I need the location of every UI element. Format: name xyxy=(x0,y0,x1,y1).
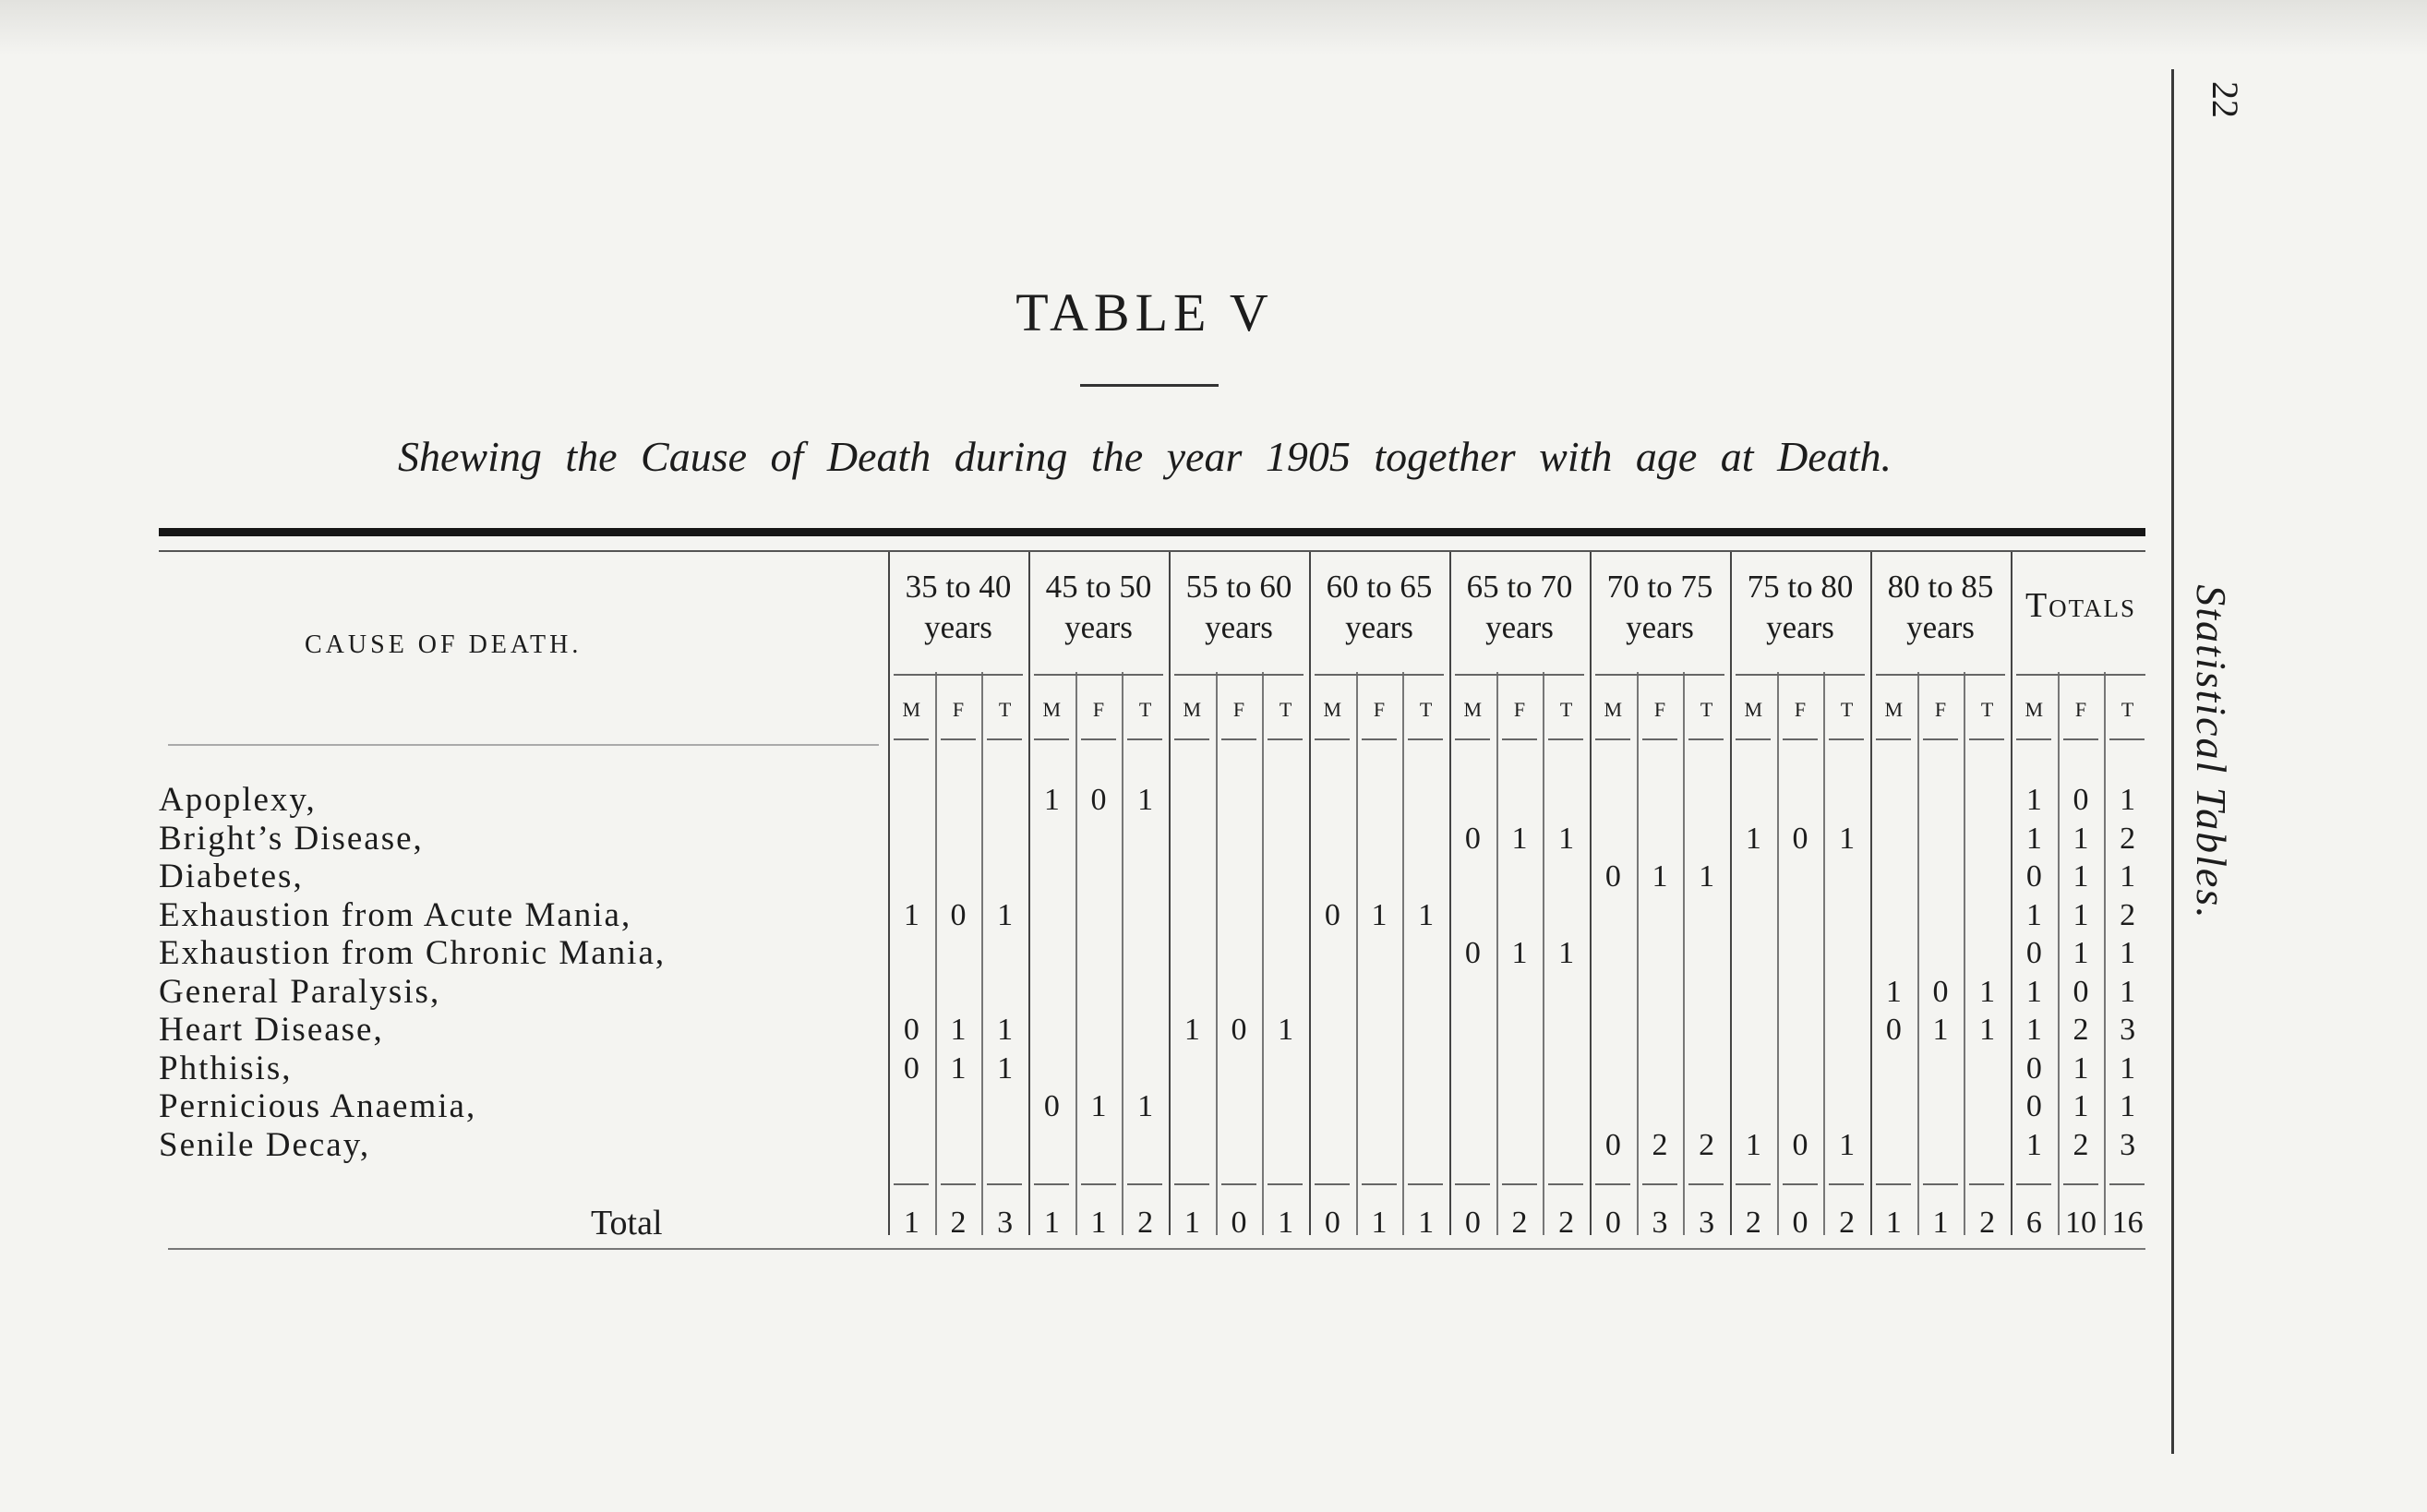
table-cell: 0 xyxy=(2025,859,2042,894)
header-dash xyxy=(941,738,976,740)
age-unit-label: years xyxy=(924,609,992,645)
header-dash xyxy=(1595,738,1630,740)
sex-subcolumn-header: T xyxy=(1840,698,1854,721)
table-cell: 0 xyxy=(1604,859,1621,894)
header-dash xyxy=(1548,738,1583,740)
table-cell: 1 xyxy=(1932,1013,1949,1047)
sex-subcolumn-header: M xyxy=(902,698,921,721)
sex-subcolumn-header: M xyxy=(1323,698,1342,721)
total-dash xyxy=(1362,1183,1397,1185)
table-top-thin-rule xyxy=(159,550,2145,552)
table-cell: 1 xyxy=(903,897,919,932)
header-dash xyxy=(2109,738,2145,740)
subcolumn-divider xyxy=(935,672,937,1235)
table-cell: 1 xyxy=(1090,1089,1107,1123)
age-unit-label: years xyxy=(1766,609,1834,645)
table-cell: 1 xyxy=(1418,897,1435,932)
sex-subcolumn-header: F xyxy=(952,698,965,721)
age-range-label: 60 to 65 xyxy=(1326,569,1433,605)
total-dash xyxy=(1736,1183,1771,1185)
total-dash xyxy=(1268,1183,1303,1185)
subcolumn-divider xyxy=(1122,672,1123,1235)
header-dash xyxy=(1923,738,1958,740)
header-dash xyxy=(1127,738,1162,740)
cause-of-death: Pernicious Anaemia, xyxy=(159,1087,477,1125)
header-dash xyxy=(1736,738,1771,740)
table-cell: 2 xyxy=(2073,1013,2089,1047)
age-range-label: 55 to 60 xyxy=(1185,569,1292,605)
total-cell: 3 xyxy=(1652,1206,1668,1240)
total-cell: 3 xyxy=(997,1206,1014,1240)
age-range-label: 75 to 80 xyxy=(1747,569,1854,605)
total-cell: 0 xyxy=(1604,1206,1621,1240)
table-cell: 0 xyxy=(2073,783,2089,817)
sex-subcolumn-header: F xyxy=(1513,698,1526,721)
table-cell: 0 xyxy=(2025,1089,2042,1123)
total-cell: 1 xyxy=(1043,1206,1060,1240)
total-cell: 2 xyxy=(1979,1206,1996,1240)
age-group-header xyxy=(1730,567,1870,648)
age-group-header xyxy=(1590,567,1730,648)
group-underline xyxy=(1876,674,2005,676)
total-cell: 2 xyxy=(1511,1206,1528,1240)
sex-subcolumn-header: F xyxy=(1232,698,1245,721)
subcolumn-divider xyxy=(981,672,983,1235)
total-cell: 1 xyxy=(903,1206,919,1240)
sex-subcolumn-header: T xyxy=(1138,698,1152,721)
cause-of-death: Senile Decay, xyxy=(159,1125,371,1164)
table-cell: 1 xyxy=(2073,936,2089,970)
table-cell: 1 xyxy=(2025,897,2042,932)
table-cell: 1 xyxy=(1839,1127,1856,1162)
table-cell: 1 xyxy=(2073,821,2089,856)
table-cell: 1 xyxy=(2073,897,2089,932)
table-cell: 1 xyxy=(997,1050,1014,1086)
cause-of-death: Exhaustion from Chronic Mania, xyxy=(159,934,667,972)
table-cell: 1 xyxy=(1558,821,1575,856)
age-range-label: 70 to 75 xyxy=(1606,569,1713,605)
total-dash xyxy=(1174,1183,1209,1185)
table-cell: 1 xyxy=(1652,859,1668,894)
table-cell: 0 xyxy=(903,1013,919,1047)
cause-of-death: Heart Disease, xyxy=(159,1011,384,1049)
table-cell: 1 xyxy=(1043,783,1060,817)
total-dash xyxy=(1127,1183,1162,1185)
table-cell: 3 xyxy=(2120,1013,2136,1047)
table-cell: 1 xyxy=(1511,936,1528,970)
total-cell: 16 xyxy=(2111,1206,2144,1240)
page-number: 22 xyxy=(2205,81,2246,118)
header-dash xyxy=(1081,738,1116,740)
total-cell: 1 xyxy=(1885,1206,1902,1240)
age-unit-label: years xyxy=(1345,609,1413,645)
table-cell: 1 xyxy=(1278,1013,1294,1047)
total-cell: 1 xyxy=(1278,1206,1294,1240)
sex-subcolumn-header: T xyxy=(1559,698,1573,721)
table-cell: 0 xyxy=(1464,821,1481,856)
group-underline xyxy=(1315,674,1444,676)
table-cell: 0 xyxy=(2025,936,2042,970)
table-cell: 1 xyxy=(1839,821,1856,856)
total-cell: 2 xyxy=(1839,1206,1856,1240)
total-cell: 0 xyxy=(1231,1206,1247,1240)
age-range-label: 45 to 50 xyxy=(1045,569,1152,605)
total-dash xyxy=(1642,1183,1677,1185)
header-dash xyxy=(1362,738,1397,740)
sex-subcolumn-header: T xyxy=(1419,698,1433,721)
table-cell: 0 xyxy=(1932,974,1949,1009)
total-cell: 2 xyxy=(1558,1206,1575,1240)
table-cell: 1 xyxy=(950,1013,967,1047)
total-dash xyxy=(1455,1183,1490,1185)
table-cell: 1 xyxy=(2073,1089,2089,1123)
age-unit-label: years xyxy=(1626,609,1694,645)
sex-subcolumn-header: M xyxy=(1463,698,1483,721)
total-cell: 2 xyxy=(1745,1206,1761,1240)
total-dash xyxy=(1315,1183,1350,1185)
table-cell: 1 xyxy=(950,1050,967,1086)
table-cell: 1 xyxy=(2120,1050,2136,1086)
sex-subcolumn-header: M xyxy=(1884,698,1904,721)
total-cell: 2 xyxy=(1137,1206,1154,1240)
table-cell: 1 xyxy=(2073,859,2089,894)
header-dash xyxy=(1502,738,1537,740)
total-dash xyxy=(894,1183,929,1185)
group-underline xyxy=(1736,674,1865,676)
sex-subcolumn-header: F xyxy=(1934,698,1947,721)
age-unit-label: years xyxy=(1064,609,1133,645)
group-divider xyxy=(1028,552,1030,1235)
table-cell: 1 xyxy=(2025,783,2042,817)
table-cell: 1 xyxy=(1979,974,1996,1009)
total-dash xyxy=(1923,1183,1958,1185)
group-divider xyxy=(888,552,890,1235)
table-cell: 0 xyxy=(2073,974,2089,1009)
right-margin-rule xyxy=(2171,69,2174,1454)
table-cell: 1 xyxy=(1137,783,1154,817)
header-dash xyxy=(1408,738,1443,740)
total-cell: 1 xyxy=(1183,1206,1200,1240)
sex-subcolumn-header: F xyxy=(1092,698,1105,721)
table-cell: 0 xyxy=(1090,783,1107,817)
table-cell: 0 xyxy=(2025,1050,2042,1086)
group-divider xyxy=(1870,552,1872,1235)
sex-subcolumn-header: T xyxy=(1279,698,1292,721)
sex-subcolumn-header: T xyxy=(1980,698,1994,721)
table-cell: 0 xyxy=(1885,1013,1902,1047)
group-divider xyxy=(1449,552,1451,1235)
table-cell: 1 xyxy=(997,897,1014,932)
age-unit-label: years xyxy=(1906,609,1975,645)
cause-of-death: General Paralysis, xyxy=(159,972,441,1011)
total-dash xyxy=(2063,1183,2098,1185)
total-cell: 10 xyxy=(2065,1206,2097,1240)
table-bottom-rule xyxy=(168,1248,2145,1250)
table-cell: 1 xyxy=(1885,974,1902,1009)
sex-subcolumn-header: M xyxy=(1604,698,1623,721)
table-cell: 2 xyxy=(2073,1127,2089,1162)
table-cell: 0 xyxy=(1324,897,1340,932)
total-dash xyxy=(1829,1183,1864,1185)
page-edge-shadow xyxy=(0,0,2427,55)
table-cell: 1 xyxy=(1137,1089,1154,1123)
total-cell: 0 xyxy=(1792,1206,1808,1240)
sex-subcolumn-header: T xyxy=(998,698,1012,721)
sex-subcolumn-header: T xyxy=(1700,698,1713,721)
table-cell: 0 xyxy=(1043,1089,1060,1123)
total-dash xyxy=(1034,1183,1069,1185)
cause-of-death: Bright’s Disease, xyxy=(159,819,424,858)
group-underline xyxy=(1174,674,1304,676)
header-separator xyxy=(168,744,879,746)
table-cell: 1 xyxy=(2025,1127,2042,1162)
table-cell: 0 xyxy=(950,897,967,932)
total-dash xyxy=(987,1183,1022,1185)
table-cell: 0 xyxy=(1792,1127,1808,1162)
cause-of-death: Diabetes, xyxy=(159,858,304,895)
total-cell: 1 xyxy=(1371,1206,1388,1240)
group-underline xyxy=(2016,674,2145,676)
table-cell: 1 xyxy=(2120,783,2136,817)
cause-column-header: CAUSE OF DEATH. xyxy=(305,630,583,659)
table-title: TABLE V xyxy=(1015,282,1274,342)
table-cell: 0 xyxy=(1231,1013,1247,1047)
age-range-label: 80 to 85 xyxy=(1887,569,1994,605)
total-dash xyxy=(1408,1183,1443,1185)
table-cell: 1 xyxy=(2120,974,2136,1009)
sex-subcolumn-header: F xyxy=(2074,698,2087,721)
table-cell: 3 xyxy=(2120,1127,2136,1162)
header-dash xyxy=(1268,738,1303,740)
total-cell: 2 xyxy=(950,1206,967,1240)
group-divider xyxy=(1169,552,1171,1235)
table-cell: 1 xyxy=(1183,1013,1200,1047)
table-cell: 1 xyxy=(2073,1050,2089,1086)
group-underline xyxy=(894,674,1023,676)
total-cell: 0 xyxy=(1464,1206,1481,1240)
sex-subcolumn-header: F xyxy=(1373,698,1386,721)
total-dash xyxy=(1502,1183,1537,1185)
subcolumn-divider xyxy=(1262,672,1264,1235)
table-cell: 2 xyxy=(2120,897,2136,932)
age-group-header xyxy=(1028,567,1169,648)
total-dash xyxy=(1221,1183,1256,1185)
table-cell: 1 xyxy=(1745,821,1761,856)
table-cell: 1 xyxy=(2025,974,2042,1009)
header-dash xyxy=(1783,738,1818,740)
table-cell: 1 xyxy=(1511,821,1528,856)
table-cell: 1 xyxy=(2025,1013,2042,1047)
total-dash xyxy=(2109,1183,2145,1185)
header-dash xyxy=(2063,738,2098,740)
cause-of-death: Apoplexy, xyxy=(159,781,317,819)
sex-subcolumn-header: T xyxy=(2121,698,2134,721)
table-cell: 1 xyxy=(997,1013,1014,1047)
running-head: Statistical Tables. xyxy=(2188,584,2235,920)
table-cell: 2 xyxy=(2120,821,2136,856)
table-cell: 0 xyxy=(1604,1127,1621,1162)
table-top-rule xyxy=(159,528,2145,536)
table-cell: 1 xyxy=(1745,1127,1761,1162)
total-dash xyxy=(1081,1183,1116,1185)
total-cell: 0 xyxy=(1324,1206,1340,1240)
sex-subcolumn-header: M xyxy=(1183,698,1202,721)
table-cell: 1 xyxy=(2120,936,2136,970)
table-cell: 1 xyxy=(1699,859,1715,894)
table-subtitle: Shewing the Cause of Death during the year 1905 together with age at Death. xyxy=(397,433,1892,480)
header-dash xyxy=(987,738,1022,740)
group-divider xyxy=(1309,552,1311,1235)
age-group-header xyxy=(1870,567,2011,648)
total-dash xyxy=(941,1183,976,1185)
header-dash xyxy=(1315,738,1350,740)
table-cell: 1 xyxy=(1558,936,1575,970)
header-dash xyxy=(1174,738,1209,740)
table-cell: 0 xyxy=(1464,936,1481,970)
table-cell: 2 xyxy=(1699,1127,1715,1162)
total-row-label: Total xyxy=(591,1204,663,1242)
sex-subcolumn-header: F xyxy=(1794,698,1807,721)
total-dash xyxy=(1969,1183,2004,1185)
table-cell: 2 xyxy=(1652,1127,1668,1162)
header-dash xyxy=(1642,738,1677,740)
group-underline xyxy=(1595,674,1724,676)
subcolumn-divider xyxy=(1356,672,1358,1235)
age-group-header xyxy=(1169,567,1309,648)
total-dash xyxy=(1688,1183,1724,1185)
table-cell: 1 xyxy=(2120,859,2136,894)
table-cell: 1 xyxy=(2025,821,2042,856)
age-range-label: 65 to 70 xyxy=(1466,569,1573,605)
header-dash xyxy=(894,738,929,740)
age-unit-label: years xyxy=(1485,609,1554,645)
total-dash xyxy=(1876,1183,1911,1185)
sex-subcolumn-header: F xyxy=(1653,698,1666,721)
subcolumn-divider xyxy=(1216,672,1218,1235)
header-dash xyxy=(2016,738,2051,740)
table-cell: 1 xyxy=(1371,897,1388,932)
group-underline xyxy=(1455,674,1584,676)
header-dash xyxy=(1034,738,1069,740)
sex-subcolumn-header: M xyxy=(1042,698,1062,721)
sex-subcolumn-header: M xyxy=(2025,698,2044,721)
total-cell: 6 xyxy=(2025,1206,2042,1240)
total-dash xyxy=(1783,1183,1818,1185)
age-group-header xyxy=(1449,567,1590,648)
age-group-header xyxy=(888,567,1028,648)
table-cell: 1 xyxy=(2120,1089,2136,1123)
total-cell: 3 xyxy=(1699,1206,1715,1240)
total-dash xyxy=(1595,1183,1630,1185)
table-cell: 0 xyxy=(903,1050,919,1086)
header-dash xyxy=(1221,738,1256,740)
age-range-label: 35 to 40 xyxy=(905,569,1012,605)
subcolumn-divider xyxy=(1917,672,1919,1235)
age-unit-label: years xyxy=(1205,609,1273,645)
header-dash xyxy=(1829,738,1864,740)
header-dash xyxy=(1688,738,1724,740)
subcolumn-divider xyxy=(1075,672,1077,1235)
table-cell: 1 xyxy=(1979,1013,1996,1047)
age-group-header xyxy=(1309,567,1449,648)
header-dash xyxy=(1876,738,1911,740)
table-cell: 0 xyxy=(1792,821,1808,856)
group-underline xyxy=(1034,674,1163,676)
cause-of-death: Exhaustion from Acute Mania, xyxy=(159,895,632,934)
title-rule xyxy=(1080,384,1219,387)
total-dash xyxy=(2016,1183,2051,1185)
totals-column-header: Totals xyxy=(2025,586,2137,625)
subcolumn-divider xyxy=(1402,672,1404,1235)
header-dash xyxy=(1969,738,2004,740)
sex-subcolumn-header: M xyxy=(1744,698,1763,721)
total-dash xyxy=(1548,1183,1583,1185)
header-dash xyxy=(1455,738,1490,740)
total-cell: 1 xyxy=(1418,1206,1435,1240)
subcolumn-divider xyxy=(1964,672,1965,1235)
total-cell: 1 xyxy=(1090,1206,1107,1240)
total-cell: 1 xyxy=(1932,1206,1949,1240)
cause-of-death: Phthisis, xyxy=(159,1049,293,1087)
